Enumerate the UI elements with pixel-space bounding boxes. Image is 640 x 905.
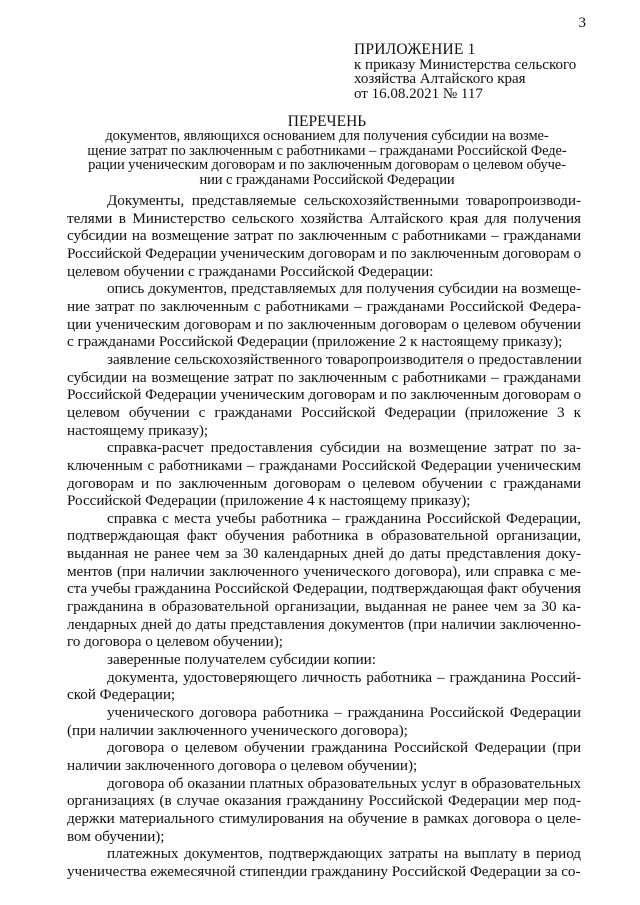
paragraph bbox=[67, 510, 581, 651]
list-subtitle-line: щение затрат по заключенным с работниками – гражданами Российской Феде- bbox=[87, 142, 567, 159]
paragraph-line: целевом обучении с гражданами Российской Федерации: bbox=[67, 262, 434, 280]
paragraph-line: субсидии на возмещение затрат по заключенным с работниками – гражданами bbox=[67, 227, 581, 245]
paragraph-line: ста учебы гражданина Российской Федерации, подтверждающая факт обучения bbox=[67, 580, 581, 598]
list-subtitle bbox=[67, 129, 587, 187]
document-body bbox=[67, 192, 581, 881]
paragraph-line: ментов (при наличии заключенного ученического договора), или справка с ме- bbox=[67, 562, 581, 580]
paragraph-line: ции ученическим договорам и по заключенным договорам о целевом обучении bbox=[67, 315, 581, 333]
paragraph bbox=[67, 669, 581, 704]
paragraph-line: Российской Федерации ученическим договорам и по заключенным договорам о bbox=[67, 244, 581, 262]
paragraph-line: справка-расчет предоставления субсидии на возмещение затрат по за- bbox=[107, 439, 581, 457]
paragraph-line: ние затрат по заключенным с работниками – гражданами Российской Федера- bbox=[67, 297, 581, 315]
paragraph-line: телями в Министерство сельского хозяйства Алтайского края для получения bbox=[67, 209, 581, 227]
appendix-title: ПРИЛОЖЕНИЕ 1 bbox=[354, 41, 476, 58]
paragraph-line: опись документов, представляемых для получения субсидии на возмеще- bbox=[107, 280, 581, 298]
paragraph-line: подтверждающая факт обучения работника в образовательной организации, bbox=[67, 527, 581, 545]
paragraph bbox=[67, 704, 581, 739]
list-subtitle-line: нии с гражданами Российской Федерации bbox=[199, 171, 455, 188]
paragraph bbox=[67, 351, 581, 439]
appendix-order-line: к приказу Министерства сельского bbox=[354, 56, 577, 73]
paragraph-line: договора о целевом обучении гражданина Российской Федерации (при bbox=[107, 739, 581, 757]
page-number: 3 bbox=[578, 15, 586, 31]
paragraph bbox=[67, 651, 581, 669]
paragraph-line: (при наличии заключенного ученического договора); bbox=[67, 721, 408, 739]
paragraph-line: ключенным с работниками – гражданами Российской Федерации ученическим bbox=[67, 456, 581, 474]
appendix-date-line: от 16.08.2021 № 117 bbox=[354, 85, 483, 102]
list-subtitle-line: рации ученическим договорам и по заключенным договорам о целевом обуче- bbox=[88, 157, 566, 173]
paragraph-line: настоящему приказу); bbox=[67, 421, 209, 439]
paragraph-line: лендарных дней до даты представления документов (при наличии заключенно- bbox=[67, 615, 581, 633]
paragraph-line: вом обучении); bbox=[67, 827, 165, 845]
paragraph-line: организациях (в случае оказания гражданину Российской Федерации мер под- bbox=[67, 792, 581, 810]
paragraph-line: выданная не ранее чем за 30 календарных дней до даты представления доку- bbox=[67, 545, 581, 563]
paragraph-line: заверенные получателем субсидии копии: bbox=[107, 651, 376, 669]
paragraph bbox=[67, 280, 581, 351]
paragraph bbox=[67, 775, 581, 846]
paragraph-line: документа, удостоверяющего личность работника – гражданина Россий- bbox=[107, 668, 581, 686]
paragraph bbox=[67, 845, 581, 880]
appendix-ministry-line: хозяйства Алтайского края bbox=[354, 71, 526, 87]
paragraph-line: Российской Федерации (приложение 4 к настоящему приказу); bbox=[67, 492, 471, 510]
paragraph bbox=[67, 192, 581, 280]
paragraph-line: держки материального стимулирования на обучение в рамках договора о целе- bbox=[67, 809, 581, 827]
appendix-header bbox=[354, 43, 604, 101]
list-title: ПЕРЕЧЕНЬ bbox=[287, 113, 367, 130]
paragraph-line: субсидии на возмещение затрат по заключенным с работниками – гражданами bbox=[67, 368, 581, 386]
paragraph-line: Документы, представляемые сельскохозяйственными товаропроизводи- bbox=[107, 192, 581, 209]
paragraph bbox=[67, 739, 581, 774]
paragraph-line: платежных документов, подтверждающих затраты на выплату в период bbox=[107, 845, 581, 863]
paragraph-line: договора об оказании платных образовательных услуг в образовательных bbox=[107, 774, 581, 792]
paragraph-line: договорам и по заключенным договорам о целевом обучении с гражданами bbox=[67, 474, 581, 492]
paragraph-line: наличии заключенного договора о целевом обучении); bbox=[67, 757, 418, 774]
paragraph bbox=[67, 439, 581, 510]
paragraph-line: Российской Федерации ученическим договорам и по заключенным договорам о bbox=[67, 386, 581, 404]
paragraph-line: с гражданами Российской Федерации (приложение 2 к настоящему приказу); bbox=[67, 333, 563, 351]
paragraph-line: целевом обучении с гражданами Российской Федерации (приложение 3 к bbox=[67, 403, 581, 421]
list-subtitle-line: документов, являющихся основанием для получения субсидии на возме- bbox=[105, 128, 549, 144]
paragraph-line: ученического договора работника – гражданина Российской Федерации bbox=[107, 704, 581, 722]
paragraph-line: гражданина в образовательной организации, выданная не ранее чем за 30 ка- bbox=[67, 598, 581, 616]
paragraph-line: го договора о целевом обучении); bbox=[67, 633, 283, 651]
paragraph-line: заявление сельскохозяйственного товаропроизводителя о предоставлении bbox=[107, 350, 582, 368]
paragraph-line: справка с места учебы работника – гражданина Российской Федерации, bbox=[107, 509, 581, 527]
paragraph-line: ской Федерации; bbox=[67, 686, 176, 704]
paragraph-line: ученичества ежемесячной стипендии гражданину Российской Федерации за со- bbox=[67, 862, 581, 880]
